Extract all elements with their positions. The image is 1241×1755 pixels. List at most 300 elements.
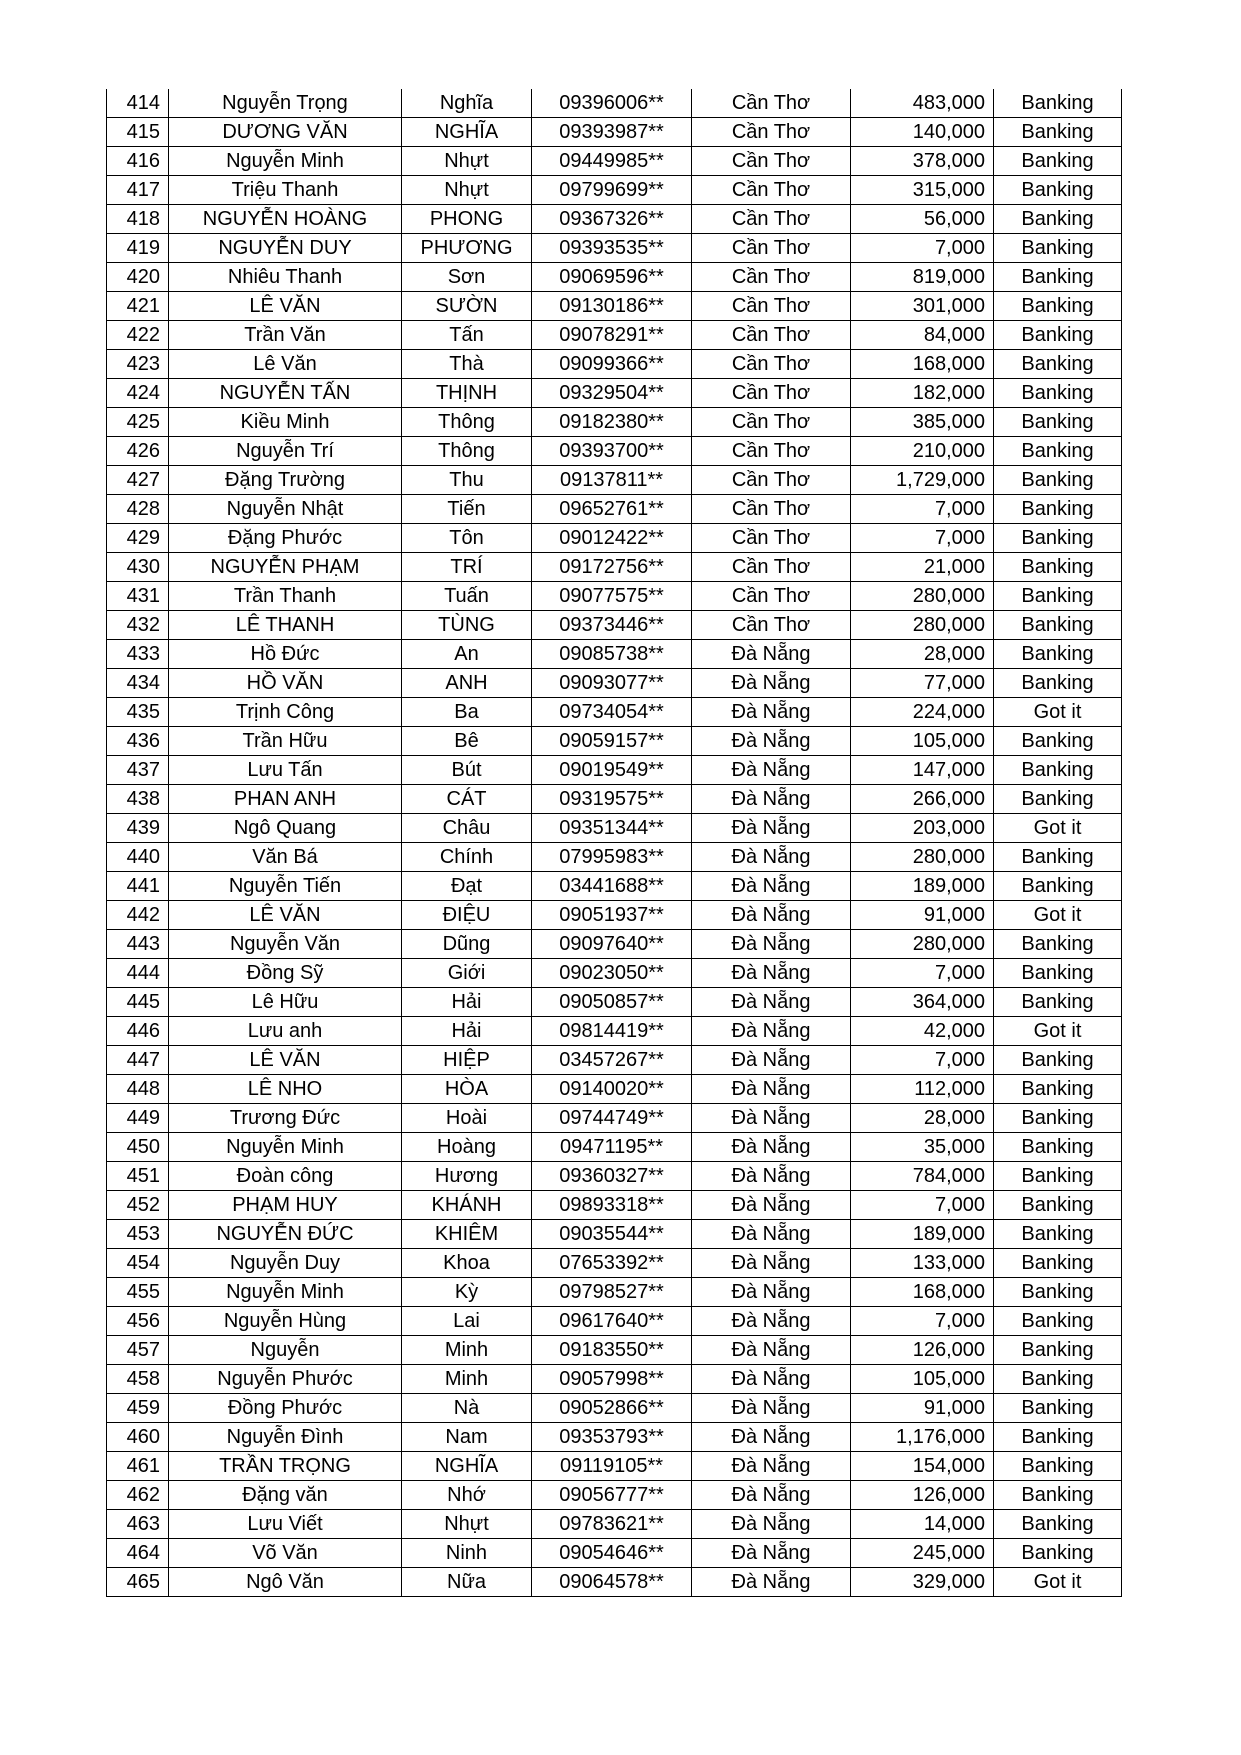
cell-method: Banking (994, 89, 1122, 118)
table-row (107, 1510, 1122, 1539)
cell-city: Đà Nẵng (692, 1568, 851, 1597)
cell-phone: 09396006** (532, 89, 692, 118)
table-row (107, 321, 1122, 350)
cell-phone: 09093077** (532, 669, 692, 698)
cell-city: Đà Nẵng (692, 1075, 851, 1104)
cell-given-name: Nhựt (402, 1510, 532, 1539)
cell-family-name: LÊ VĂN (169, 292, 402, 321)
table-row (107, 1220, 1122, 1249)
cell-stt: 456 (107, 1307, 169, 1336)
table-row (107, 756, 1122, 785)
cell-stt: 437 (107, 756, 169, 785)
cell-family-name: Triệu Thanh (169, 176, 402, 205)
cell-city: Đà Nẵng (692, 1481, 851, 1510)
cell-family-name: Lê Văn (169, 350, 402, 379)
cell-amount: 385,000 (851, 408, 994, 437)
cell-stt: 450 (107, 1133, 169, 1162)
cell-family-name: LÊ VĂN (169, 901, 402, 930)
cell-amount: 210,000 (851, 437, 994, 466)
cell-amount: 280,000 (851, 582, 994, 611)
cell-given-name: Nhớ (402, 1481, 532, 1510)
cell-given-name: Lai (402, 1307, 532, 1336)
cell-method: Banking (994, 263, 1122, 292)
cell-amount: 168,000 (851, 1278, 994, 1307)
cell-stt: 463 (107, 1510, 169, 1539)
cell-family-name: NGUYỄN ĐỨC (169, 1220, 402, 1249)
cell-given-name: HÒA (402, 1075, 532, 1104)
cell-given-name: SƯỜN (402, 292, 532, 321)
cell-family-name: NGUYỄN DUY (169, 234, 402, 263)
cell-amount: 14,000 (851, 1510, 994, 1539)
cell-family-name: Ngô Quang (169, 814, 402, 843)
cell-family-name: PHAN ANH (169, 785, 402, 814)
cell-family-name: Đồng Sỹ (169, 959, 402, 988)
cell-amount: 329,000 (851, 1568, 994, 1597)
table-row (107, 1278, 1122, 1307)
cell-method: Banking (994, 1336, 1122, 1365)
cell-phone: 09056777** (532, 1481, 692, 1510)
cell-city: Đà Nẵng (692, 1104, 851, 1133)
cell-given-name: Đạt (402, 872, 532, 901)
cell-city: Cần Thơ (692, 89, 851, 118)
cell-city: Đà Nẵng (692, 1278, 851, 1307)
table-row (107, 1394, 1122, 1423)
cell-stt: 428 (107, 495, 169, 524)
cell-amount: 7,000 (851, 234, 994, 263)
cell-method: Banking (994, 872, 1122, 901)
cell-city: Cần Thơ (692, 147, 851, 176)
cell-method: Banking (994, 553, 1122, 582)
cell-family-name: Nguyễn Đình (169, 1423, 402, 1452)
cell-given-name: Kỳ (402, 1278, 532, 1307)
cell-method: Banking (994, 1278, 1122, 1307)
cell-amount: 266,000 (851, 785, 994, 814)
table-row (107, 176, 1122, 205)
cell-method: Banking (994, 930, 1122, 959)
cell-family-name: Đồng Phước (169, 1394, 402, 1423)
cell-city: Cần Thơ (692, 263, 851, 292)
cell-method: Banking (994, 582, 1122, 611)
cell-stt: 433 (107, 640, 169, 669)
table-row (107, 1481, 1122, 1510)
cell-family-name: LÊ VĂN (169, 1046, 402, 1075)
table-row (107, 524, 1122, 553)
cell-given-name: Hoàng (402, 1133, 532, 1162)
table-row (107, 1539, 1122, 1568)
cell-family-name: Trần Hữu (169, 727, 402, 756)
cell-amount: 7,000 (851, 524, 994, 553)
cell-phone: 09054646** (532, 1539, 692, 1568)
cell-method: Banking (994, 1307, 1122, 1336)
cell-given-name: ANH (402, 669, 532, 698)
cell-stt: 464 (107, 1539, 169, 1568)
cell-phone: 09652761** (532, 495, 692, 524)
cell-family-name: Văn Bá (169, 843, 402, 872)
cell-method: Banking (994, 350, 1122, 379)
cell-phone: 07995983** (532, 843, 692, 872)
cell-stt: 452 (107, 1191, 169, 1220)
cell-amount: 280,000 (851, 843, 994, 872)
cell-city: Đà Nẵng (692, 1510, 851, 1539)
cell-family-name: PHẠM HUY (169, 1191, 402, 1220)
cell-given-name: NGHĨA (402, 118, 532, 147)
cell-phone: 09137811** (532, 466, 692, 495)
table-row (107, 872, 1122, 901)
cell-amount: 203,000 (851, 814, 994, 843)
table-row (107, 1162, 1122, 1191)
cell-phone: 09353793** (532, 1423, 692, 1452)
cell-city: Đà Nẵng (692, 1539, 851, 1568)
cell-method: Banking (994, 118, 1122, 147)
cell-stt: 447 (107, 1046, 169, 1075)
cell-phone: 09012422** (532, 524, 692, 553)
cell-given-name: Nhựt (402, 176, 532, 205)
cell-family-name: Nguyễn Phước (169, 1365, 402, 1394)
table-row (107, 1104, 1122, 1133)
cell-method: Banking (994, 640, 1122, 669)
cell-city: Đà Nẵng (692, 1394, 851, 1423)
cell-stt: 417 (107, 176, 169, 205)
cell-method: Banking (994, 1220, 1122, 1249)
table-row (107, 292, 1122, 321)
cell-city: Đà Nẵng (692, 698, 851, 727)
cell-stt: 436 (107, 727, 169, 756)
cell-amount: 28,000 (851, 640, 994, 669)
cell-given-name: An (402, 640, 532, 669)
table-row (107, 582, 1122, 611)
cell-stt: 451 (107, 1162, 169, 1191)
cell-given-name: Nữa (402, 1568, 532, 1597)
cell-city: Cần Thơ (692, 350, 851, 379)
cell-phone: 09799699** (532, 176, 692, 205)
table-row (107, 350, 1122, 379)
cell-phone: 09023050** (532, 959, 692, 988)
cell-phone: 09099366** (532, 350, 692, 379)
cell-city: Đà Nẵng (692, 1191, 851, 1220)
cell-family-name: Trương Đức (169, 1104, 402, 1133)
table-row (107, 1017, 1122, 1046)
cell-stt: 426 (107, 437, 169, 466)
cell-amount: 819,000 (851, 263, 994, 292)
cell-given-name: KHÁNH (402, 1191, 532, 1220)
cell-city: Đà Nẵng (692, 901, 851, 930)
cell-phone: 03457267** (532, 1046, 692, 1075)
cell-stt: 421 (107, 292, 169, 321)
cell-phone: 09064578** (532, 1568, 692, 1597)
cell-stt: 442 (107, 901, 169, 930)
cell-phone: 09814419** (532, 1017, 692, 1046)
cell-amount: 140,000 (851, 118, 994, 147)
cell-amount: 224,000 (851, 698, 994, 727)
cell-phone: 09893318** (532, 1191, 692, 1220)
table-row (107, 89, 1122, 118)
cell-family-name: Nhiêu Thanh (169, 263, 402, 292)
table-row (107, 1307, 1122, 1336)
cell-given-name: PHONG (402, 205, 532, 234)
cell-stt: 461 (107, 1452, 169, 1481)
cell-family-name: TRẦN TRỌNG (169, 1452, 402, 1481)
cell-family-name: Nguyễn Trọng (169, 89, 402, 118)
cell-method: Banking (994, 988, 1122, 1017)
cell-stt: 454 (107, 1249, 169, 1278)
cell-phone: 09077575** (532, 582, 692, 611)
cell-method: Banking (994, 1394, 1122, 1423)
cell-family-name: Nguyễn Văn (169, 930, 402, 959)
cell-method: Banking (994, 495, 1122, 524)
cell-phone: 09393987** (532, 118, 692, 147)
cell-given-name: Tôn (402, 524, 532, 553)
cell-given-name: Tấn (402, 321, 532, 350)
cell-given-name: Tuấn (402, 582, 532, 611)
cell-city: Cần Thơ (692, 524, 851, 553)
cell-family-name: Lưu Viết (169, 1510, 402, 1539)
cell-city: Đà Nẵng (692, 988, 851, 1017)
cell-amount: 42,000 (851, 1017, 994, 1046)
cell-stt: 462 (107, 1481, 169, 1510)
cell-given-name: Nhựt (402, 147, 532, 176)
cell-city: Cần Thơ (692, 176, 851, 205)
cell-amount: 483,000 (851, 89, 994, 118)
cell-amount: 182,000 (851, 379, 994, 408)
cell-city: Cần Thơ (692, 466, 851, 495)
cell-method: Banking (994, 1481, 1122, 1510)
cell-given-name: Hải (402, 988, 532, 1017)
cell-city: Đà Nẵng (692, 1220, 851, 1249)
cell-method: Banking (994, 785, 1122, 814)
cell-family-name: DƯƠNG VĂN (169, 118, 402, 147)
cell-city: Đà Nẵng (692, 1162, 851, 1191)
table-row (107, 1249, 1122, 1278)
cell-city: Đà Nẵng (692, 814, 851, 843)
cell-family-name: Nguyễn Tiến (169, 872, 402, 901)
cell-given-name: NGHĨA (402, 1452, 532, 1481)
cell-family-name: NGUYỄN PHẠM (169, 553, 402, 582)
cell-family-name: Đặng Phước (169, 524, 402, 553)
cell-amount: 147,000 (851, 756, 994, 785)
cell-city: Cần Thơ (692, 292, 851, 321)
cell-amount: 364,000 (851, 988, 994, 1017)
cell-stt: 435 (107, 698, 169, 727)
cell-city: Cần Thơ (692, 495, 851, 524)
cell-phone: 09119105** (532, 1452, 692, 1481)
cell-given-name: Hải (402, 1017, 532, 1046)
cell-method: Banking (994, 959, 1122, 988)
cell-city: Đà Nẵng (692, 930, 851, 959)
cell-amount: 301,000 (851, 292, 994, 321)
cell-given-name: HIỆP (402, 1046, 532, 1075)
cell-phone: 09783621** (532, 1510, 692, 1539)
cell-amount: 7,000 (851, 1307, 994, 1336)
cell-phone: 09351344** (532, 814, 692, 843)
cell-phone: 09051937** (532, 901, 692, 930)
cell-city: Đà Nẵng (692, 1017, 851, 1046)
table-row (107, 1423, 1122, 1452)
cell-method: Banking (994, 1075, 1122, 1104)
cell-method: Banking (994, 524, 1122, 553)
cell-method: Banking (994, 1365, 1122, 1394)
cell-stt: 440 (107, 843, 169, 872)
cell-stt: 422 (107, 321, 169, 350)
cell-stt: 453 (107, 1220, 169, 1249)
cell-stt: 465 (107, 1568, 169, 1597)
cell-amount: 35,000 (851, 1133, 994, 1162)
cell-family-name: Đặng Trường (169, 466, 402, 495)
cell-family-name: Trần Thanh (169, 582, 402, 611)
cell-amount: 189,000 (851, 1220, 994, 1249)
cell-given-name: Thông (402, 437, 532, 466)
cell-amount: 1,176,000 (851, 1423, 994, 1452)
cell-phone: 09078291** (532, 321, 692, 350)
cell-amount: 280,000 (851, 930, 994, 959)
cell-amount: 77,000 (851, 669, 994, 698)
cell-stt: 424 (107, 379, 169, 408)
cell-stt: 418 (107, 205, 169, 234)
cell-method: Got it (994, 901, 1122, 930)
table-row (107, 727, 1122, 756)
cell-amount: 7,000 (851, 495, 994, 524)
cell-city: Cần Thơ (692, 321, 851, 350)
cell-stt: 446 (107, 1017, 169, 1046)
table-row (107, 698, 1122, 727)
table-row (107, 988, 1122, 1017)
cell-given-name: Chính (402, 843, 532, 872)
cell-amount: 105,000 (851, 727, 994, 756)
cell-amount: 315,000 (851, 176, 994, 205)
cell-stt: 460 (107, 1423, 169, 1452)
cell-city: Cần Thơ (692, 553, 851, 582)
cell-city: Đà Nẵng (692, 959, 851, 988)
cell-family-name: NGUYỄN TẤN (169, 379, 402, 408)
cell-family-name: HỒ VĂN (169, 669, 402, 698)
cell-method: Banking (994, 1539, 1122, 1568)
cell-phone: 09373446** (532, 611, 692, 640)
cell-stt: 419 (107, 234, 169, 263)
cell-city: Cần Thơ (692, 118, 851, 147)
cell-stt: 423 (107, 350, 169, 379)
cell-stt: 445 (107, 988, 169, 1017)
cell-family-name: Nguyễn Minh (169, 1278, 402, 1307)
cell-family-name: Kiều Minh (169, 408, 402, 437)
table-row (107, 901, 1122, 930)
cell-family-name: Nguyễn Hùng (169, 1307, 402, 1336)
table-row (107, 495, 1122, 524)
cell-phone: 09130186** (532, 292, 692, 321)
cell-stt: 434 (107, 669, 169, 698)
table-body (107, 89, 1122, 1597)
cell-given-name: Ninh (402, 1539, 532, 1568)
table-row (107, 234, 1122, 263)
cell-phone: 09085738** (532, 640, 692, 669)
cell-city: Cần Thơ (692, 408, 851, 437)
cell-method: Banking (994, 1249, 1122, 1278)
cell-given-name: TRÍ (402, 553, 532, 582)
cell-family-name: Nguyễn Minh (169, 1133, 402, 1162)
table-row (107, 785, 1122, 814)
cell-stt: 441 (107, 872, 169, 901)
cell-stt: 444 (107, 959, 169, 988)
cell-given-name: Khoa (402, 1249, 532, 1278)
cell-method: Banking (994, 321, 1122, 350)
cell-method: Banking (994, 1133, 1122, 1162)
cell-family-name: Lê Hữu (169, 988, 402, 1017)
cell-stt: 432 (107, 611, 169, 640)
cell-amount: 280,000 (851, 611, 994, 640)
table-row (107, 147, 1122, 176)
cell-amount: 189,000 (851, 872, 994, 901)
cell-method: Banking (994, 611, 1122, 640)
cell-method: Banking (994, 379, 1122, 408)
table-row (107, 437, 1122, 466)
cell-phone: 09183550** (532, 1336, 692, 1365)
table-row (107, 1046, 1122, 1075)
cell-city: Đà Nẵng (692, 1249, 851, 1278)
cell-family-name: LÊ NHO (169, 1075, 402, 1104)
cell-given-name: Minh (402, 1336, 532, 1365)
table-row (107, 843, 1122, 872)
cell-city: Đà Nẵng (692, 843, 851, 872)
cell-city: Đà Nẵng (692, 1133, 851, 1162)
cell-method: Banking (994, 147, 1122, 176)
cell-given-name: Hoài (402, 1104, 532, 1133)
cell-given-name: Bê (402, 727, 532, 756)
cell-given-name: Ba (402, 698, 532, 727)
cell-city: Cần Thơ (692, 437, 851, 466)
cell-family-name: Trần Văn (169, 321, 402, 350)
cell-stt: 438 (107, 785, 169, 814)
cell-city: Đà Nẵng (692, 640, 851, 669)
table-row (107, 814, 1122, 843)
table-row (107, 263, 1122, 292)
cell-family-name: LÊ THANH (169, 611, 402, 640)
cell-phone: 09393700** (532, 437, 692, 466)
cell-family-name: Nguyễn Trí (169, 437, 402, 466)
cell-method: Banking (994, 466, 1122, 495)
cell-method: Banking (994, 1162, 1122, 1191)
cell-amount: 91,000 (851, 901, 994, 930)
winners-table (106, 89, 1122, 1597)
cell-method: Banking (994, 1104, 1122, 1133)
cell-stt: 429 (107, 524, 169, 553)
cell-amount: 7,000 (851, 1191, 994, 1220)
cell-given-name: THỊNH (402, 379, 532, 408)
cell-phone: 03441688** (532, 872, 692, 901)
cell-given-name: Nà (402, 1394, 532, 1423)
cell-amount: 28,000 (851, 1104, 994, 1133)
cell-method: Banking (994, 205, 1122, 234)
cell-city: Đà Nẵng (692, 1452, 851, 1481)
cell-family-name: Trịnh Công (169, 698, 402, 727)
cell-phone: 09617640** (532, 1307, 692, 1336)
cell-given-name: Giới (402, 959, 532, 988)
cell-amount: 112,000 (851, 1075, 994, 1104)
cell-method: Got it (994, 1017, 1122, 1046)
cell-family-name: Lưu anh (169, 1017, 402, 1046)
cell-given-name: Sơn (402, 263, 532, 292)
cell-phone: 09050857** (532, 988, 692, 1017)
cell-city: Đà Nẵng (692, 785, 851, 814)
table-row (107, 1452, 1122, 1481)
cell-stt: 457 (107, 1336, 169, 1365)
cell-phone: 09059157** (532, 727, 692, 756)
cell-phone: 09182380** (532, 408, 692, 437)
cell-amount: 784,000 (851, 1162, 994, 1191)
cell-method: Banking (994, 176, 1122, 205)
cell-stt: 443 (107, 930, 169, 959)
cell-family-name: Võ Văn (169, 1539, 402, 1568)
table-row (107, 205, 1122, 234)
table-row (107, 408, 1122, 437)
cell-phone: 09734054** (532, 698, 692, 727)
